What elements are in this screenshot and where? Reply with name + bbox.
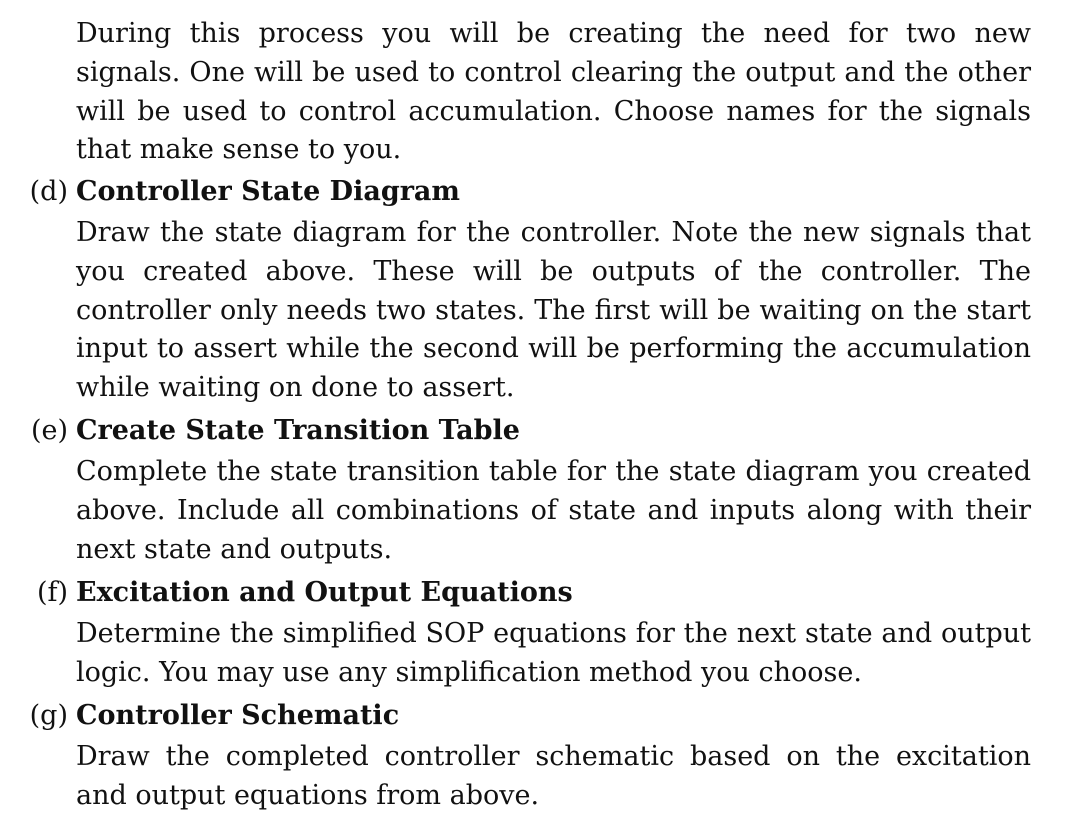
item-label: (d) bbox=[29, 176, 68, 207]
item-body: Draw the completed controller schematic based on the excitation and output equations from above. bbox=[76, 741, 1031, 811]
item-title: Excitation and Output Equations bbox=[76, 577, 573, 608]
item-label: (e) bbox=[30, 415, 68, 446]
item-label: (g) bbox=[29, 700, 68, 731]
intro-paragraph: During this process you will be creating the need for two new signals. One will be used to control clearing the output and the other will be used to control accumulation. Choose names for the signals that make sense to you. bbox=[76, 18, 1031, 166]
item-title: Controller Schematic bbox=[76, 700, 400, 731]
item-body: Determine the simplified SOP equations for the next state and output logic. You may use any simplification method you choose. bbox=[76, 618, 1031, 688]
item-body: Draw the state diagram for the controller. Note the new signals that you created above. These will be outputs of the controller. The controller only needs two states. The first will be waiting on the start input to assert while the second will be performing the accumulation while waiting on done to assert. bbox=[76, 217, 1031, 404]
item-title: Create State Transition Table bbox=[76, 415, 520, 446]
item-body: Complete the state transition table for the state diagram you created above. Include all combinations of state and inputs along with their next state and outputs. bbox=[76, 456, 1031, 565]
item-title: Controller State Diagram bbox=[76, 176, 460, 207]
item-label: (f) bbox=[36, 577, 68, 608]
